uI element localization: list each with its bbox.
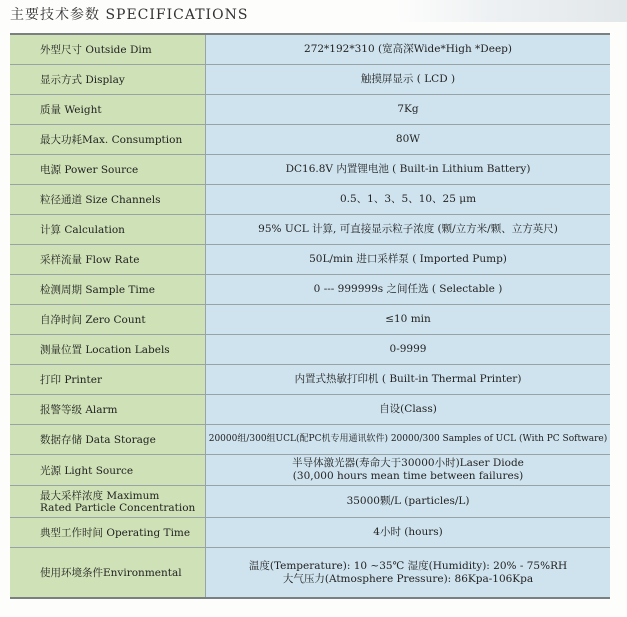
spec-value: 50L/min 进口采样泵 ( Imported Pump)	[309, 253, 507, 265]
spec-value: 7Kg	[397, 103, 419, 115]
spec-value: ≤10 min	[385, 313, 431, 325]
spec-row-operating-time	[10, 518, 610, 548]
spec-value: 0 --- 999999s 之间任选 ( Selectable )	[313, 283, 503, 295]
spec-row-size-channels	[10, 185, 610, 215]
specifications-table	[10, 33, 610, 599]
spec-row-alarm	[10, 395, 610, 425]
spec-row-outside-dim	[10, 35, 610, 65]
spec-value-line: 大气压力(Atmosphere Pressure): 86Kpa-106Kpa	[282, 572, 534, 585]
spec-value: 80W	[395, 133, 421, 145]
spec-label-line: Rated Particle Concentration	[40, 501, 196, 514]
spec-label	[10, 486, 206, 517]
spec-value-line: 温度(Temperature): 10 ~35℃ 湿度(Humidity): 20% - 75%RH	[248, 559, 568, 572]
spec-value: 触摸屏显示 ( LCD )	[360, 73, 456, 85]
spec-row-zero-count	[10, 305, 610, 335]
spec-row-power-source	[10, 155, 610, 185]
spec-label: 打印 Printer	[10, 365, 206, 394]
spec-row-max-concentration	[10, 486, 610, 518]
spec-label: 采样流量 Flow Rate	[10, 245, 206, 274]
spec-label: 质量 Weight	[10, 95, 206, 124]
spec-label: 外型尺寸 Outside Dim	[10, 35, 206, 64]
spec-value: 20000组/300组UCL(配PC机专用通讯软件) 20000/300 Samples of UCL (With PC Software)	[208, 434, 608, 444]
spec-row-environmental	[10, 548, 610, 597]
spec-value	[206, 548, 610, 597]
spec-label: 报警等级 Alarm	[10, 395, 206, 424]
spec-label: 使用环境条件Environmental	[10, 548, 206, 597]
spec-value: 272*192*310 (宽高深Wide*High *Deep)	[304, 43, 512, 55]
spec-row-sample-time	[10, 275, 610, 305]
spec-value: 35000颗/L (particles/L)	[346, 495, 470, 507]
spec-value-line: (30,000 hours mean time between failures)	[292, 470, 524, 482]
spec-row-light-source	[10, 455, 610, 486]
spec-label: 测量位置 Location Labels	[10, 335, 206, 364]
spec-value-line: 半导体激光器(寿命大于30000小时)Laser Diode	[292, 457, 524, 469]
spec-row-location-labels	[10, 335, 610, 365]
spec-row-printer	[10, 365, 610, 395]
spec-label: 显示方式 Display	[10, 65, 206, 94]
spec-row-flow-rate	[10, 245, 610, 275]
spec-label: 检测周期 Sample Time	[10, 275, 206, 304]
spec-label: 粒径通道 Size Channels	[10, 185, 206, 214]
spec-value: 0-9999	[389, 343, 427, 355]
spec-value: 0.5、1、3、5、10、25 μm	[339, 193, 477, 205]
spec-label: 典型工作时间 Operating Time	[10, 518, 206, 547]
spec-value: 内置式热敏打印机 ( Built-in Thermal Printer)	[294, 373, 522, 385]
spec-label: 计算 Calculation	[10, 215, 206, 244]
spec-value: 95% UCL 计算, 可直接显示粒子浓度 (颗/立方米/颗、立方英尺)	[258, 223, 558, 235]
header-decoration	[397, 0, 627, 22]
spec-row-weight	[10, 95, 610, 125]
spec-value: 自设(Class)	[379, 403, 437, 415]
spec-label: 最大功耗Max. Consumption	[10, 125, 206, 154]
spec-row-display	[10, 65, 610, 95]
spec-label: 电源 Power Source	[10, 155, 206, 184]
spec-label: 自净时间 Zero Count	[10, 305, 206, 334]
spec-value	[206, 455, 610, 485]
spec-label: 光源 Light Source	[10, 455, 206, 485]
spec-label-line: 最大采样浓度 Maximum	[40, 489, 160, 502]
spec-row-max-consumption	[10, 125, 610, 155]
spec-value: 4小时 (hours)	[373, 526, 443, 538]
spec-label: 数据存储 Data Storage	[10, 425, 206, 454]
page-title: 主要技术参数 SPECIFICATIONS	[10, 7, 249, 23]
spec-value: DC16.8V 内置锂电池 ( Built-in Lithium Battery)	[285, 163, 531, 175]
spec-row-data-storage	[10, 425, 610, 455]
spec-row-calculation	[10, 215, 610, 245]
